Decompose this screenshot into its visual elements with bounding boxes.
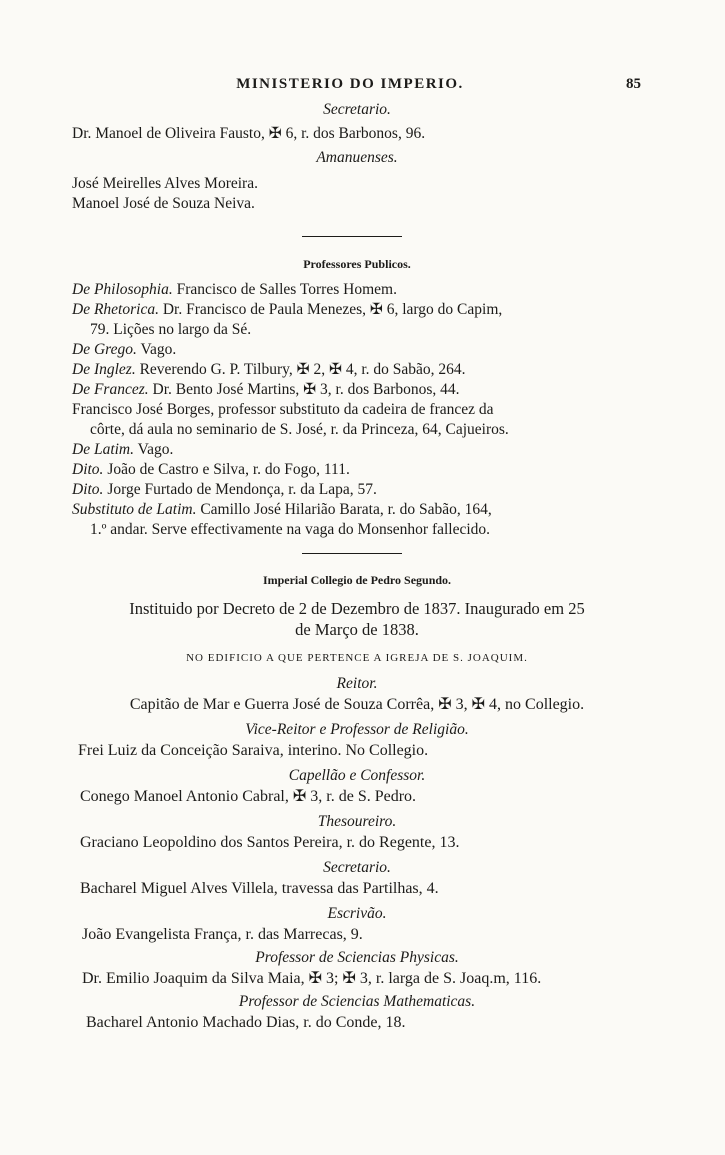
- collegio-heading: Imperial Collegio de Pedro Segundo.: [262, 573, 452, 587]
- entry-text: Vago.: [137, 441, 174, 458]
- staff-role: Capellão e Confessor.: [288, 767, 426, 784]
- entry-text: João de Castro e Silva, r. do Fogo, 111.: [107, 461, 350, 478]
- entry-text: 1.º andar. Serve effectivamente na vaga do Monsenhor fallecido.: [90, 521, 491, 538]
- entry-text: Dr. Bento José Martins, ✠ 3, r. dos Barbonos, 44.: [152, 381, 460, 398]
- list-item: [72, 320, 642, 340]
- professores-heading: Professores Publicos.: [303, 257, 411, 271]
- list-item: [72, 360, 642, 380]
- subject-label: De Philosophia.: [72, 281, 173, 298]
- entry-text: côrte, dá aula no seminario de S. José, r. da Princeza, 64, Cajueiros.: [90, 421, 509, 438]
- entry-text: Francisco José Borges, professor substituto da cadeira de francez da: [72, 401, 494, 418]
- subject-label: Substituto de Latim.: [72, 501, 197, 518]
- staff-role: Secretario.: [323, 859, 391, 876]
- secretaria-section: [72, 100, 642, 214]
- entry-text: Vago.: [140, 341, 177, 358]
- subject-label: Dito.: [72, 461, 104, 478]
- staff-person: Capitão de Mar e Guerra José de Souza Corrêa, ✠ 3, ✠ 4, no Collegio.: [129, 696, 585, 713]
- entry-text: 79. Lições no largo da Sé.: [90, 321, 252, 338]
- list-item: [72, 380, 642, 400]
- subject-label: Dito.: [72, 481, 104, 498]
- amanuense-entry: Manoel José de Souza Neiva.: [72, 195, 255, 212]
- page-number: 85: [626, 76, 641, 92]
- staff-person: Bacharel Antonio Machado Dias, r. do Conde, 18.: [86, 1014, 406, 1031]
- list-item: [72, 300, 642, 320]
- edificio-note: NO EDIFICIO A QUE PERTENCE A IGREJA DE S. JOAQUIM.: [186, 652, 528, 664]
- section-divider: [302, 553, 402, 554]
- staff-role: Professor de Sciencias Mathematicas.: [238, 993, 476, 1010]
- staff-role: Reitor.: [336, 675, 378, 692]
- subject-label: De Latim.: [72, 441, 134, 458]
- running-title: MINISTERIO DO IMPERIO.: [236, 76, 464, 92]
- staff-role: Escrivão.: [327, 905, 387, 922]
- subject-label: De Rhetorica.: [72, 301, 159, 318]
- staff-person: Graciano Leopoldino dos Santos Pereira, r. do Regente, 13.: [80, 834, 460, 851]
- staff-person: Conego Manoel Antonio Cabral, ✠ 3, r. de S. Pedro.: [80, 788, 417, 805]
- subject-label: De Grego.: [72, 341, 137, 358]
- entry-text: Francisco de Salles Torres Homem.: [176, 281, 397, 298]
- entry-text: Camillo José Hilarião Barata, r. do Sabão, 164,: [200, 501, 492, 518]
- entry-text: Jorge Furtado de Mendonça, r. da Lapa, 57.: [107, 481, 377, 498]
- subject-label: De Inglez.: [72, 361, 136, 378]
- collegio-intro: de Março de 1838.: [295, 620, 419, 639]
- staff-role: Professor de Sciencias Physicas.: [255, 949, 459, 966]
- collegio-intro: Instituido por Decreto de 2 de Dezembro de 1837. Inaugurado em 25: [129, 599, 585, 618]
- subject-label: De Francez.: [72, 381, 149, 398]
- list-item: [72, 460, 642, 480]
- entry-text: Reverendo G. P. Tilbury, ✠ 2, ✠ 4, r. do Sabão, 264.: [139, 361, 466, 378]
- list-item: [72, 400, 642, 420]
- list-item: [72, 440, 642, 460]
- staff-person: Frei Luiz da Conceição Saraiva, interino. No Collegio.: [78, 742, 429, 759]
- amanuense-entry: José Meirelles Alves Moreira.: [72, 175, 258, 192]
- staff-person: Bacharel Miguel Alves Villela, travessa das Partilhas, 4.: [80, 880, 439, 897]
- secretario-entry: Dr. Manoel de Oliveira Fausto, ✠ 6, r. dos Barbonos, 96.: [72, 125, 426, 142]
- staff-person: Dr. Emilio Joaquim da Silva Maia, ✠ 3; ✠ 3, r. larga de S. Joaq.m, 116.: [82, 970, 542, 987]
- section-divider: [302, 236, 402, 237]
- collegio-staff-list: [72, 674, 642, 1034]
- role-amanuenses: Amanuenses.: [316, 149, 398, 166]
- entry-text: Dr. Francisco de Paula Menezes, ✠ 6, largo do Capim,: [162, 301, 503, 318]
- staff-person: João Evangelista França, r. das Marrecas, 9.: [82, 926, 363, 943]
- professores-section: [72, 254, 642, 540]
- list-item: [72, 520, 642, 540]
- list-item: [72, 340, 642, 360]
- list-item: [72, 280, 642, 300]
- staff-role: Vice-Reitor e Professor de Religião.: [245, 721, 469, 738]
- collegio-section: [72, 570, 642, 1034]
- role-secretario: Secretario.: [323, 101, 391, 118]
- list-item: [72, 480, 642, 500]
- list-item: [72, 500, 642, 520]
- professores-list: [72, 280, 642, 540]
- page-header: [0, 76, 725, 100]
- staff-role: Thesoureiro.: [317, 813, 397, 830]
- list-item: [72, 420, 642, 440]
